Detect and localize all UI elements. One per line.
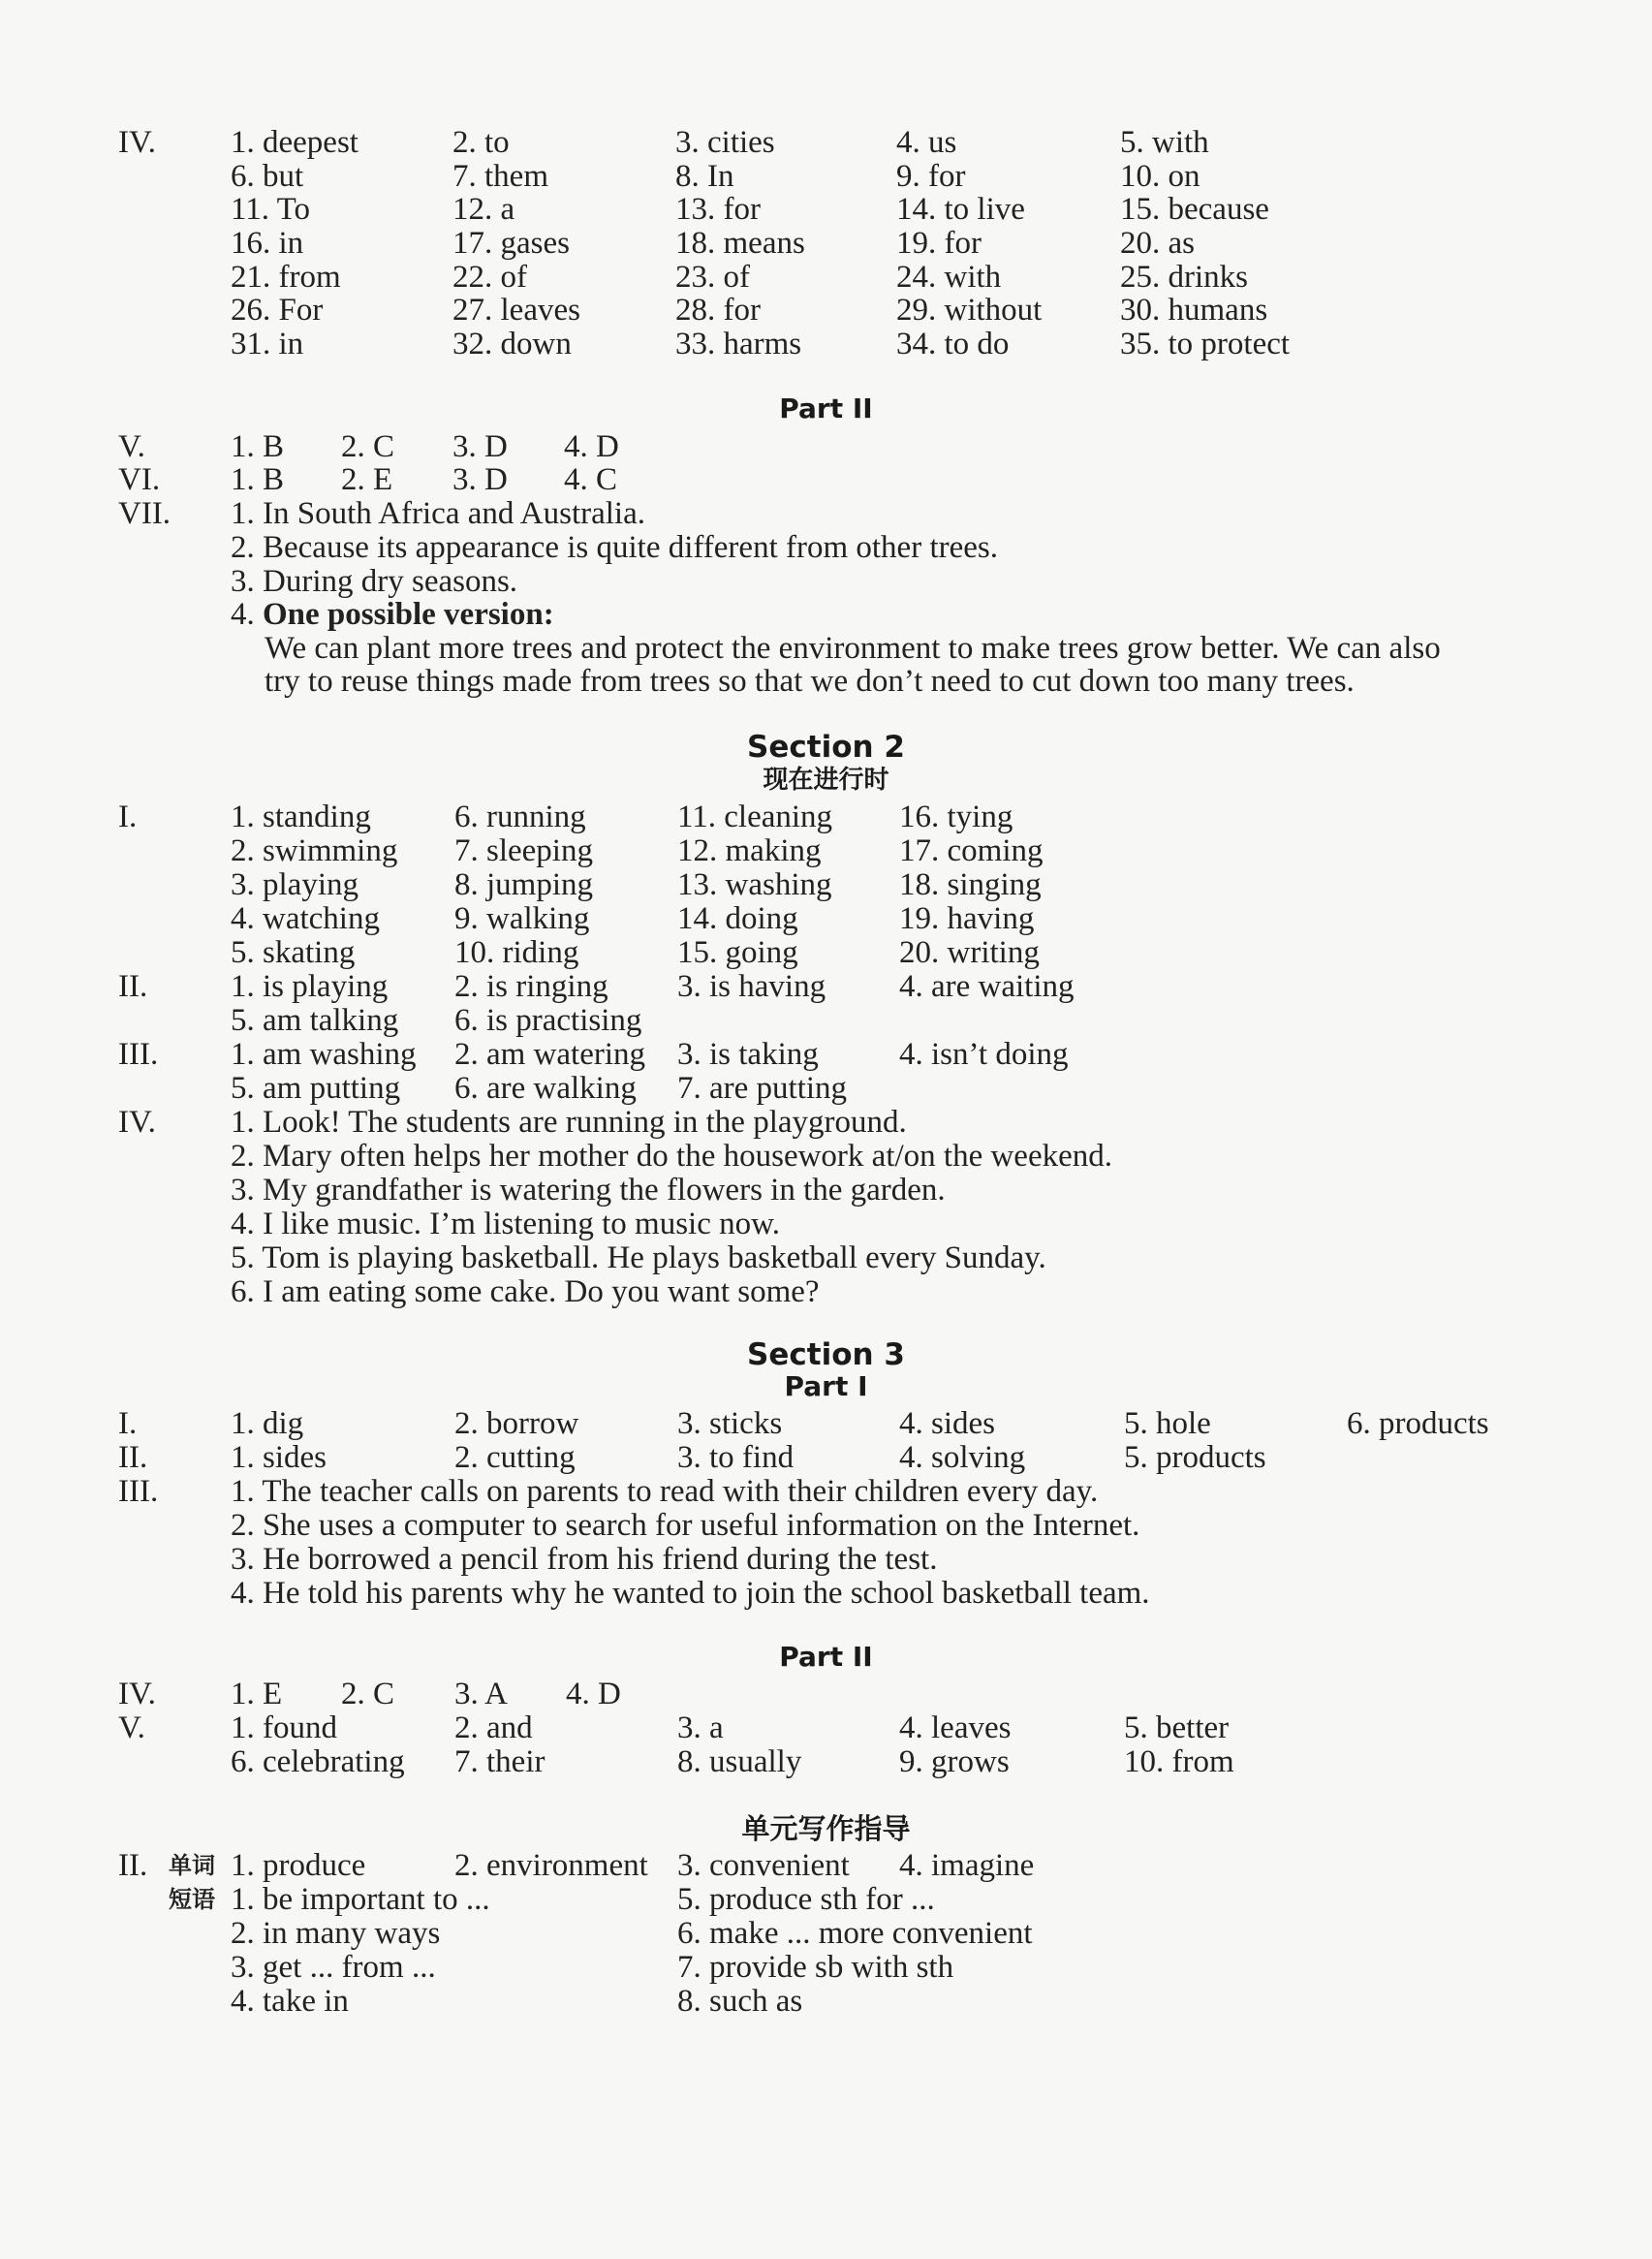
s1-iv-item: 28. for: [675, 293, 761, 328]
s3-heading: Section 3: [747, 1337, 905, 1372]
s1-iv-label: IV.: [118, 125, 156, 160]
s1-iv-item: 5. with: [1120, 125, 1209, 160]
s2-i-label: I.: [118, 800, 138, 834]
s3-ii-item: 3. to find: [677, 1440, 795, 1475]
s1-part2-heading: Part II: [779, 392, 873, 424]
s1-iv-item: 32. down: [452, 327, 572, 361]
s1-vii-q4-text: try to reuse things made from trees so that we don’t need to cut down too many trees.: [265, 664, 1355, 699]
s3-i-item: 5. hole: [1124, 1406, 1211, 1441]
s2-i-item: 5. skating: [231, 935, 356, 970]
s1-vii-q4-text: We can plant more trees and protect the environment to make trees grow better. We can also: [265, 631, 1441, 666]
s2-i-item: 4. watching: [231, 901, 380, 936]
s2-i-item: 16. tying: [899, 800, 1013, 834]
s2-ii-item: 5. am talking: [231, 1003, 399, 1038]
s3-i-item: 4. sides: [899, 1406, 995, 1441]
s1-iv-item: 11. To: [231, 192, 311, 227]
writing-phrase: 3. get ... from ...: [231, 1950, 436, 1985]
s3-i-item: 3. sticks: [677, 1406, 783, 1441]
writing-word: 4. imagine: [899, 1848, 1035, 1883]
s2-iii-item: 4. isn’t doing: [899, 1037, 1069, 1072]
s3-i-item: 1. dig: [231, 1406, 304, 1441]
s1-vii-line: 1. In South Africa and Australia.: [231, 496, 646, 531]
s3-i-label: I.: [118, 1406, 138, 1441]
s2-heading: Section 2: [747, 730, 905, 765]
s1-iv-item: 12. a: [452, 192, 515, 227]
s2-iii-item: 2. am watering: [454, 1037, 646, 1072]
writing-word: 3. convenient: [677, 1848, 850, 1883]
s2-iii-item: 1. am washing: [231, 1037, 417, 1072]
s1-v-item: 2. C: [341, 429, 395, 464]
s1-iv-item: 34. to do: [896, 327, 1010, 361]
writing-heading: 单元写作指导: [741, 1812, 911, 1845]
s1-iv-item: 15. because: [1120, 192, 1269, 227]
s1-v-item: 1. B: [231, 429, 285, 464]
s2-i-item: 7. sleeping: [454, 833, 593, 868]
s2-iii-label: III.: [118, 1037, 159, 1072]
s3-iv-item: 4. D: [566, 1677, 621, 1711]
s3-v-item: 6. celebrating: [231, 1744, 405, 1779]
s3-v-item: 7. their: [454, 1744, 545, 1779]
s2-subheading: 现在进行时: [763, 766, 889, 795]
s2-i-item: 12. making: [677, 833, 822, 868]
s2-i-item: 10. riding: [454, 935, 579, 970]
s3-iv-item: 2. C: [341, 1677, 395, 1711]
s1-iv-item: 3. cities: [675, 125, 775, 160]
s3-iv-item: 3. A: [454, 1677, 509, 1711]
s2-i-item: 3. playing: [231, 867, 358, 902]
s1-iv-item: 25. drinks: [1120, 260, 1248, 295]
writing-words-tag: 单词: [169, 1852, 215, 1879]
s1-iv-item: 26. For: [231, 293, 324, 328]
writing-word: 1. produce: [231, 1848, 366, 1883]
s3-v-item: 2. and: [454, 1710, 533, 1745]
s2-i-item: 13. washing: [677, 867, 832, 902]
s1-vii-line: 3. During dry seasons.: [231, 564, 518, 599]
s1-vi-item: 3. D: [452, 462, 508, 497]
s1-vii-q4: [231, 598, 554, 632]
s2-ii-item: 3. is having: [677, 969, 826, 1004]
s1-iv-item: 18. means: [675, 226, 805, 261]
s1-iv-item: 29. without: [896, 293, 1043, 328]
s1-iv-item: 33. harms: [675, 327, 802, 361]
s1-iv-item: 35. to protect: [1120, 327, 1291, 361]
s1-iv-item: 9. for: [896, 159, 966, 194]
s1-iv-item: 24. with: [896, 260, 1002, 295]
s1-iv-item: 13. for: [675, 192, 761, 227]
s3-i-item: 2. borrow: [454, 1406, 579, 1441]
s2-i-item: 20. writing: [899, 935, 1040, 970]
s2-ii-label: II.: [118, 969, 148, 1004]
s1-vi-item: 2. E: [341, 462, 393, 497]
s3-iii-line: 3. He borrowed a pencil from his friend during the test.: [231, 1542, 938, 1577]
s1-vi-item: 4. C: [564, 462, 618, 497]
s1-iv-item: 21. from: [231, 260, 341, 295]
s3-v-item: 1. found: [231, 1710, 337, 1745]
s3-iii-label: III.: [118, 1474, 159, 1509]
s3-v-item: 4. leaves: [899, 1710, 1012, 1745]
s2-ii-item: 1. is playing: [231, 969, 389, 1004]
s2-i-item: 11. cleaning: [677, 800, 833, 834]
s3-v-item: 3. a: [677, 1710, 724, 1745]
s1-iv-item: 1. deepest: [231, 125, 358, 160]
s3-iii-line: 1. The teacher calls on parents to read with their children every day.: [231, 1474, 1099, 1509]
s3-part2-heading: Part II: [779, 1641, 873, 1673]
s1-iv-item: 2. to: [452, 125, 510, 160]
s2-iii-item: 3. is taking: [677, 1037, 819, 1072]
s3-i-item: 6. products: [1347, 1406, 1489, 1441]
writing-phrase: 4. take in: [231, 1984, 349, 2019]
s1-v-item: 4. D: [564, 429, 619, 464]
s2-iv-line: 1. Look! The students are running in the playground.: [231, 1105, 907, 1140]
s2-i-item: 17. coming: [899, 833, 1044, 868]
s3-part1-heading: Part I: [784, 1370, 868, 1402]
s1-vii-label: VII.: [118, 496, 171, 531]
s1-iv-item: 4. us: [896, 125, 957, 160]
s2-iv-line: 6. I am eating some cake. Do you want some?: [231, 1274, 820, 1309]
s1-iv-item: 16. in: [231, 226, 304, 261]
writing-ii-label: II.: [118, 1848, 148, 1883]
s1-vii-q4-number: 4.: [231, 597, 263, 632]
s1-iv-item: 6. but: [231, 159, 304, 194]
writing-phrase: 8. such as: [677, 1984, 803, 2019]
s1-iv-item: 10. on: [1120, 159, 1200, 194]
s2-iii-item: 7. are putting: [677, 1071, 848, 1106]
s2-iv-line: 3. My grandfather is watering the flowers in the garden.: [231, 1173, 946, 1208]
s1-iv-item: 22. of: [452, 260, 527, 295]
s2-i-item: 14. doing: [677, 901, 798, 936]
writing-word: 2. environment: [454, 1848, 648, 1883]
s1-iv-item: 7. them: [452, 159, 548, 194]
s1-iv-item: 27. leaves: [452, 293, 580, 328]
s1-iv-item: 14. to live: [896, 192, 1025, 227]
writing-phrase: 7. provide sb with sth: [677, 1950, 954, 1985]
s2-iii-item: 5. am putting: [231, 1071, 401, 1106]
s2-i-item: 15. going: [677, 935, 798, 970]
s1-iv-item: 20. as: [1120, 226, 1195, 261]
s1-iv-item: 17. gases: [452, 226, 570, 261]
writing-phrases-tag: 短语: [169, 1886, 215, 1913]
s3-v-item: 9. grows: [899, 1744, 1010, 1779]
s2-i-item: 2. swimming: [231, 833, 398, 868]
s3-v-item: 5. better: [1124, 1710, 1230, 1745]
s3-v-label: V.: [118, 1710, 145, 1745]
s3-iv-item: 1. E: [231, 1677, 283, 1711]
s3-ii-item: 2. cutting: [454, 1440, 576, 1475]
s2-i-item: 9. walking: [454, 901, 590, 936]
s3-iii-line: 2. She uses a computer to search for useful information on the Internet.: [231, 1508, 1140, 1543]
s1-iv-item: 30. humans: [1120, 293, 1268, 328]
s2-i-item: 6. running: [454, 800, 586, 834]
s1-v-label: V.: [118, 429, 145, 464]
s1-iv-item: 8. In: [675, 159, 734, 194]
s1-v-item: 3. D: [452, 429, 508, 464]
s2-ii-item: 2. is ringing: [454, 969, 608, 1004]
s2-i-item: 18. singing: [899, 867, 1042, 902]
s1-vi-label: VI.: [118, 462, 161, 497]
s2-i-item: 1. standing: [231, 800, 371, 834]
writing-phrase: 5. produce sth for ...: [677, 1882, 935, 1917]
writing-phrase: 6. make ... more convenient: [677, 1916, 1033, 1951]
s1-iv-item: 19. for: [896, 226, 982, 261]
s2-iii-item: 6. are walking: [454, 1071, 637, 1106]
s3-ii-item: 1. sides: [231, 1440, 327, 1475]
s2-iv-line: 5. Tom is playing basketball. He plays basketball every Sunday.: [231, 1240, 1046, 1275]
s1-vii-line: 2. Because its appearance is quite different from other trees.: [231, 530, 998, 565]
s1-vi-item: 1. B: [231, 462, 285, 497]
s3-v-item: 10. from: [1124, 1744, 1234, 1779]
s2-iv-line: 4. I like music. I’m listening to music now.: [231, 1207, 781, 1241]
s3-ii-item: 4. solving: [899, 1440, 1026, 1475]
s2-i-item: 19. having: [899, 901, 1035, 936]
s3-ii-label: II.: [118, 1440, 148, 1475]
s1-iv-item: 23. of: [675, 260, 750, 295]
s2-i-item: 8. jumping: [454, 867, 594, 902]
s3-ii-item: 5. products: [1124, 1440, 1266, 1475]
s2-ii-item: 6. is practising: [454, 1003, 642, 1038]
writing-phrase: 1. be important to ...: [231, 1882, 490, 1917]
s1-iv-item: 31. in: [231, 327, 304, 361]
s3-v-item: 8. usually: [677, 1744, 802, 1779]
s2-ii-item: 4. are waiting: [899, 969, 1075, 1004]
writing-phrase: 2. in many ways: [231, 1916, 441, 1951]
s2-iv-line: 2. Mary often helps her mother do the housework at/on the weekend.: [231, 1139, 1112, 1174]
s2-iv-label: IV.: [118, 1105, 156, 1140]
s3-iii-line: 4. He told his parents why he wanted to join the school basketball team.: [231, 1576, 1150, 1611]
s3-iv-label: IV.: [118, 1677, 156, 1711]
s1-vii-q4-bold: One possible version:: [263, 597, 554, 632]
